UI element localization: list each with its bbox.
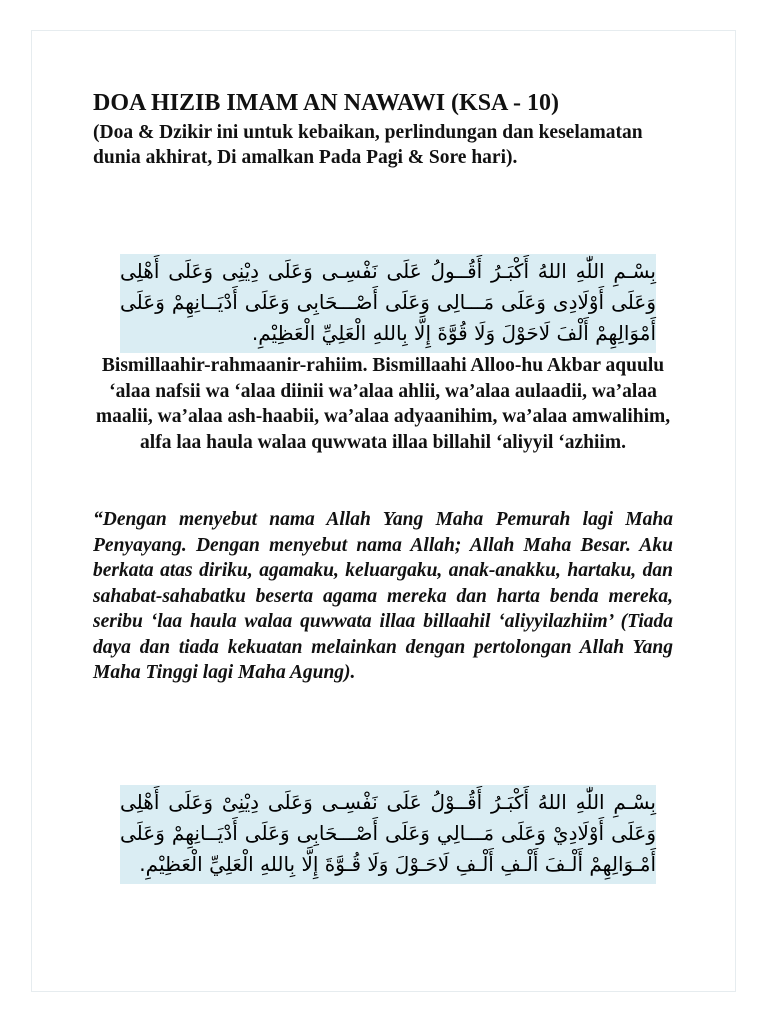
document-title: DOA HIZIB IMAM AN NAWAWI (KSA - 10)	[93, 90, 560, 116]
document-subtitle: (Doa & Dzikir ini untuk kebaikan, perlindungan dan keselamatan dunia akhirat, Di amalkan Pada Pagi & Sore hari).	[93, 122, 643, 168]
arabic-prayer-text-1: بِسْـمِ اللّٰهِ اللهُ أَكْبَـرُ أَقُــولُ عَلَى نَفْسِـى وَعَلَى دِيْنِى وَعَلَى أَهْلِى وَعَلَى أَوْلَادِى وَعَلَى مَـــالِى وَعَلَى أَصْـــحَابِى وَعَلَى أَدْيَــانِهِمْ وَعَلَى أَمْوَالِهِمْ أَلْفَ لَاحَوْلَ وَلَا قُوَّةَ إِلَّا بِاللهِ الْعَلِيِّ الْعَظِيْمِ.	[120, 254, 656, 353]
transliteration-text: Bismillaahir-rahmaanir-rahiim. Bismillaahi Alloo-hu Akbar aquulu ‘alaa nafsii wa ‘alaa diinii wa’alaa ahlii, wa’alaa aulaadii, wa’alaa maalii, wa’alaa ash-haabii, wa’alaa adyaanihim, wa’alaa amwalihim, alfa laa haula walaa quwwata illaa billahil ‘aliyyil ‘azhiim.	[95, 355, 671, 453]
translation-text: “Dengan menyebut nama Allah Yang Maha Pemurah lagi Maha Penyayang. Dengan menyebut nama Allah; Allah Maha Besar. Aku berkata atas diriku, agamaku, keluargaku, anak-anakku, hartaku, dan sahabat-sahabatku beserta agama mereka dan harta benda mereka, seribu ‘laa haula walaa quwwata illaa billaahil ‘aliyyilazhiim’ (Tiada daya dan tiada kekuatan melainkan dengan pertolongan Allah Yang Maha Tinggi lagi Maha Agung).	[93, 509, 673, 683]
arabic-prayer-text-2: بِسْـمِ اللّٰهِ اللهُ أَكْبَـرُ أَقُــوْلُ عَلَى نَفْسِـى وَعَلَى دِيْنِىْ وَعَلَى أَهْلِى وَعَلَى أَوْلَادِيْ وَعَلَى مَـــالِي وَعَلَى أَصْـــحَابِى وَعَلَى أَدْيَــانِهِمْ وَعَلَى أَمْـوَالِهِمْ أَلْـفَ أَلْـفِ أَلْـفِ لَاحَـوْلَ وَلَا قُـوَّةَ إِلَّا بِاللهِ الْعَلِيِّ الْعَظِيْمِ.	[120, 785, 656, 884]
